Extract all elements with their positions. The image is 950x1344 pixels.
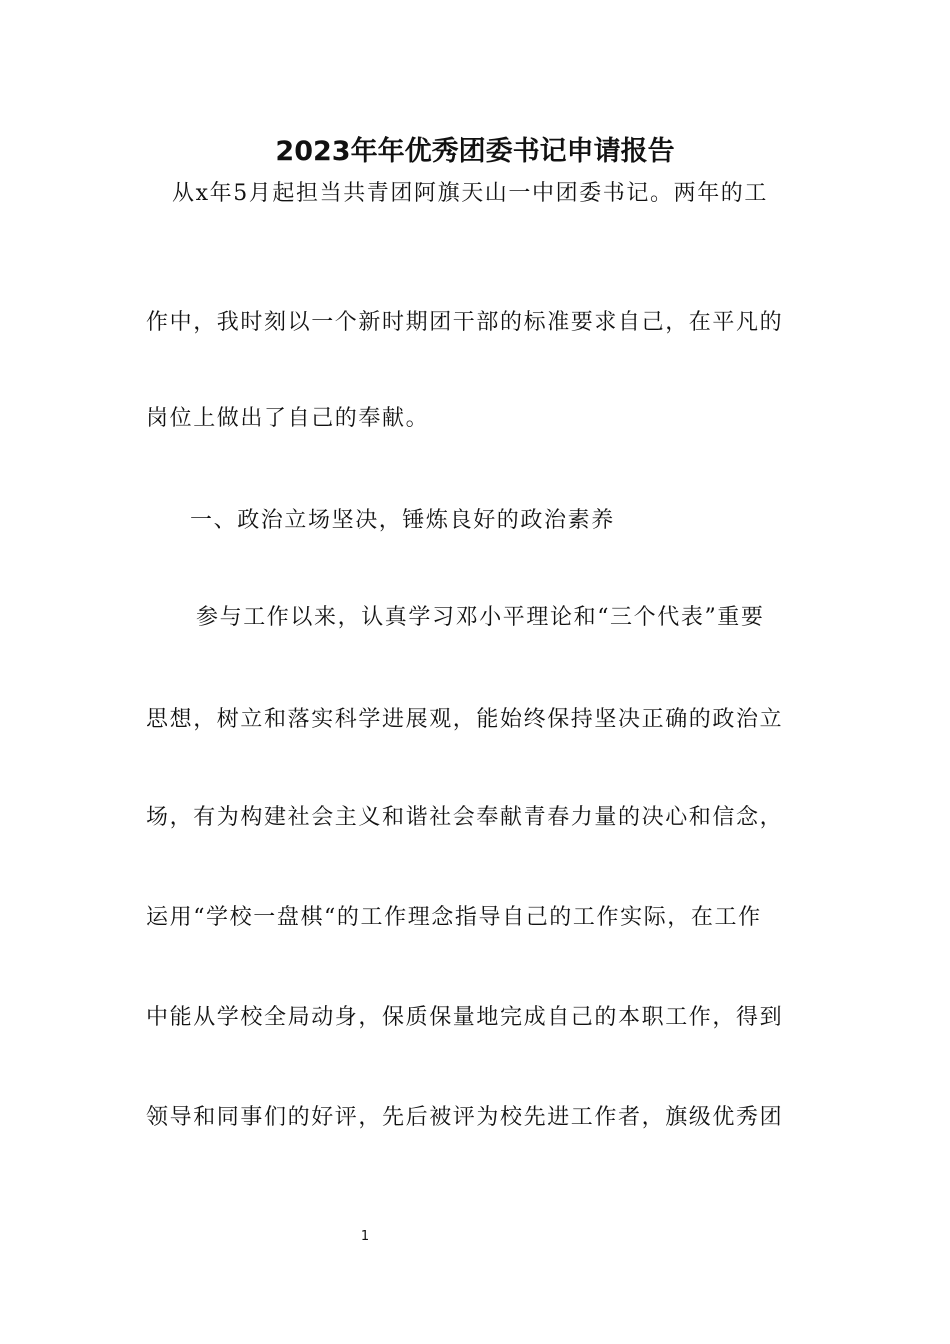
paragraph-line: 参与工作以来，认真学习邓小平理论和“三个代表”重要 bbox=[196, 605, 765, 630]
paragraph-line: 领导和同事们的好评，先后被评为校先进工作者，旗级优秀团 bbox=[146, 1105, 784, 1130]
paragraph-line: 作中，我时刻以一个新时期团干部的标准要求自己，在平凡的 bbox=[146, 310, 784, 335]
paragraph-line: 思想，树立和落实科学进展观，能始终保持坚决正确的政治立 bbox=[146, 707, 784, 732]
page-number: 1 bbox=[360, 1229, 370, 1244]
paragraph-line: 中能从学校全局动身，保质保量地完成自己的本职工作，得到 bbox=[146, 1005, 784, 1030]
document-title: 2023年年优秀团委书记申请报告 bbox=[275, 136, 675, 167]
section-heading: 一、政治立场坚决，锤炼良好的政治素养 bbox=[190, 508, 615, 533]
paragraph-line: 运用“学校一盘棋“的工作理念指导自己的工作实际，在工作 bbox=[146, 905, 762, 930]
paragraph-line: 从x年5月起担当共青团阿旗天山一中团委书记。两年的工 bbox=[172, 181, 769, 206]
paragraph-line: 岗位上做出了自己的奉献。 bbox=[146, 406, 430, 431]
paragraph-line: 场，有为构建社会主义和谐社会奉献青春力量的决心和信念， bbox=[146, 805, 784, 830]
